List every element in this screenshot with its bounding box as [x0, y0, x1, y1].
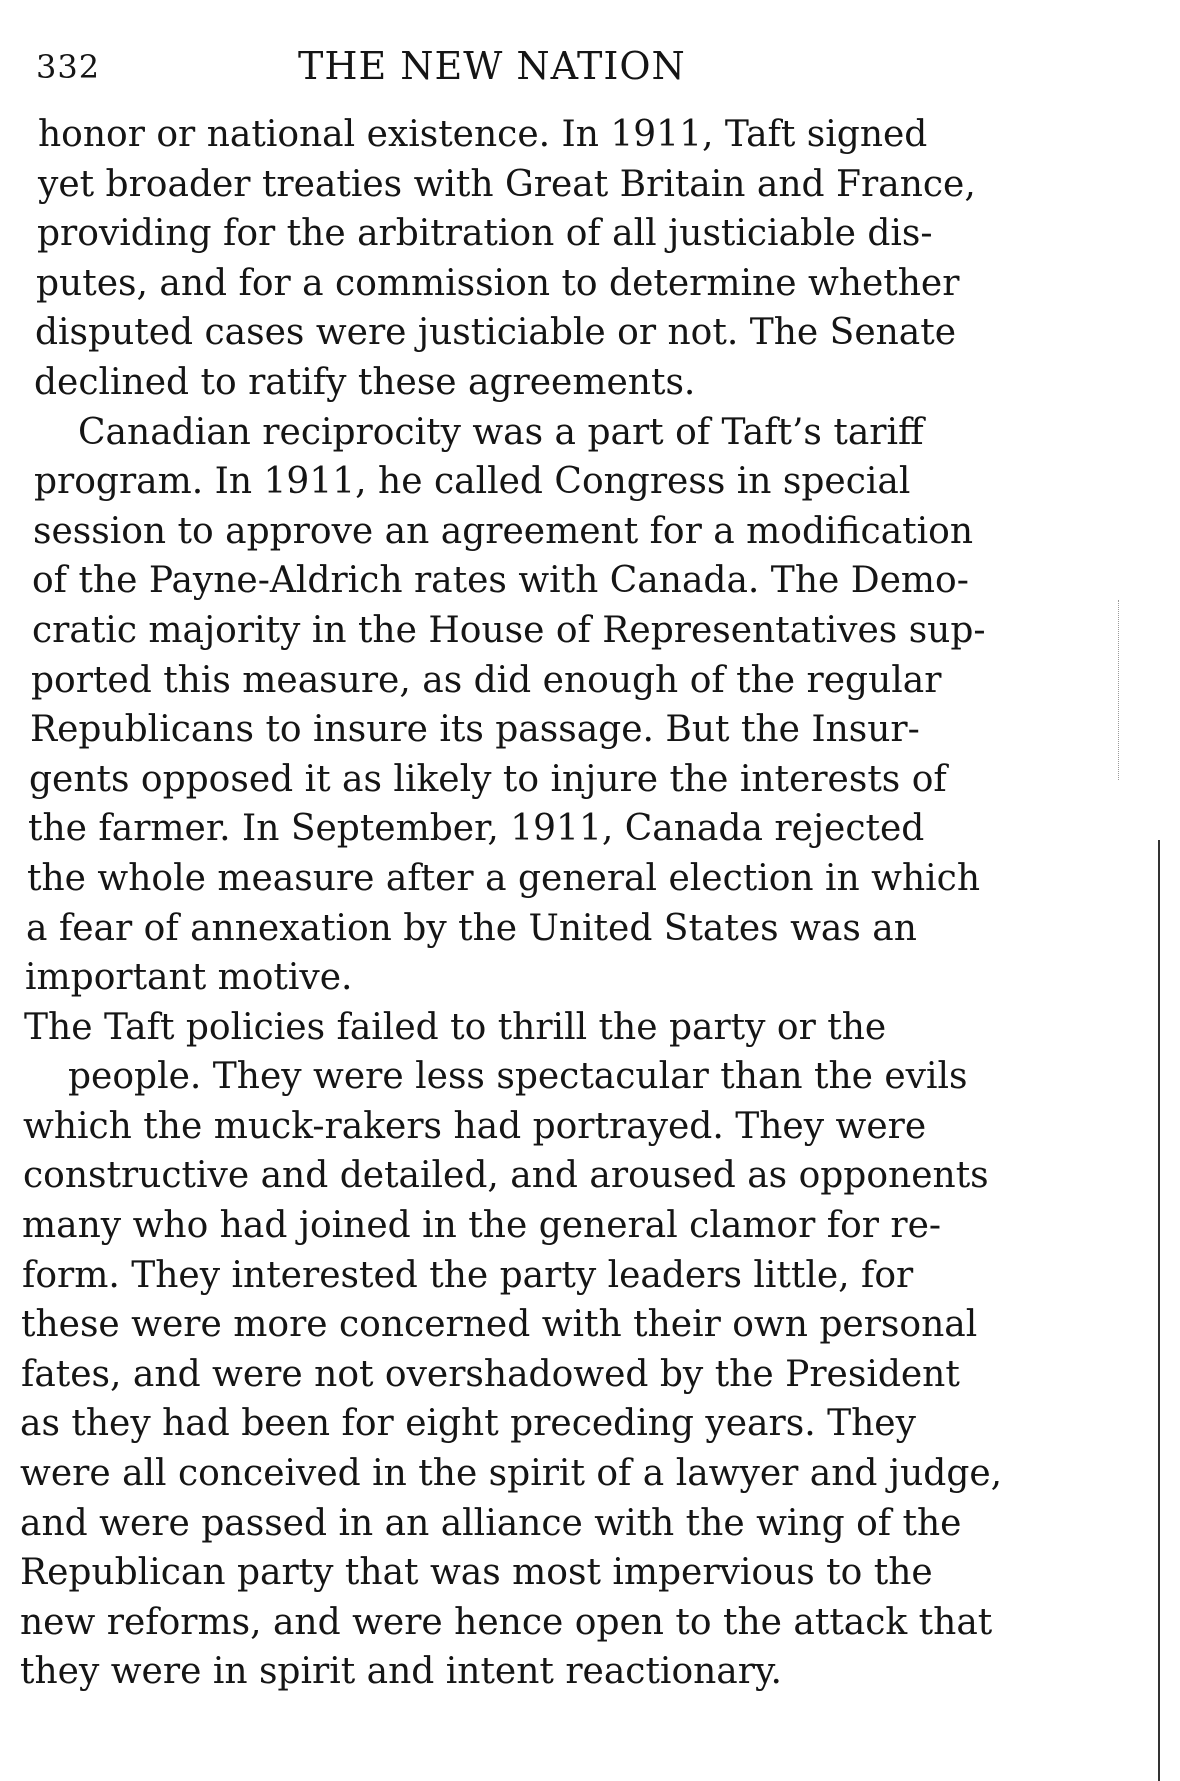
text-line: program. In 1911, he called Congress in special	[34, 461, 911, 503]
text-line: putes, and for a commission to determine whether	[36, 262, 960, 304]
text-line: honor or national existence. In 1911, Taft signed	[38, 114, 928, 155]
text-line: form. They interested the party leaders little, for	[22, 1254, 914, 1296]
text-line: the whole measure after a general election in which	[27, 857, 981, 899]
text-line: new reforms, and were hence open to the attack that	[20, 1601, 993, 1643]
text-line: declined to ratify these agreements.	[34, 361, 696, 403]
text-line: which the muck-rakers had portrayed. They were	[23, 1105, 927, 1147]
text-line: yet broader treaties with Great Britain and France,	[38, 163, 976, 205]
scan-binding-line	[1158, 840, 1160, 1781]
scan-binding-dots	[1118, 600, 1120, 780]
text-line: gents opposed it as likely to injure the interests of	[29, 758, 947, 800]
text-line: providing for the arbitration of all justiciable dis-	[37, 213, 933, 255]
text-line: Republican party that was most impervious to the	[20, 1552, 933, 1594]
text-line: session to approve an agreement for a modification	[33, 510, 974, 552]
text-line: a fear of annexation by the United States was an	[26, 907, 917, 949]
running-head: THE NEW NATION	[298, 44, 686, 88]
text-line: disputed cases were justiciable or not. The Senate	[35, 312, 957, 354]
text-line: constructive and detailed, and aroused as opponents	[23, 1155, 989, 1197]
text-line: ported this measure, as did enough of the regular	[31, 659, 942, 701]
text-line: these were more concerned with their own personal	[21, 1304, 978, 1346]
paragraph-start-line: Canadian reciprocity was a part of Taft’s tariff	[78, 411, 924, 453]
text-line: of the Payne-Aldrich rates with Canada. The Demo-	[32, 560, 969, 602]
text-line: fates, and were not overshadowed by the President	[21, 1353, 960, 1395]
text-line: the farmer. In September, 1911, Canada rejected	[28, 808, 925, 850]
page-header	[36, 44, 756, 94]
text-line: cratic majority in the House of Representatives sup-	[32, 609, 986, 651]
text-line: people. They were less spectacular than the evils	[68, 1056, 968, 1098]
body-text	[20, 110, 1003, 1697]
text-line: as they had been for eight preceding years. They	[20, 1403, 916, 1445]
text-line: Republicans to insure its passage. But the Insur-	[30, 709, 920, 751]
text-line: were all conceived in the spirit of a lawyer and judge,	[20, 1453, 1003, 1495]
text-line: many who had joined in the general clamor for re-	[22, 1205, 942, 1247]
text-line: important motive.	[25, 957, 353, 999]
text-line: they were in spirit and intent reactionary.	[20, 1651, 782, 1693]
page-number: 332	[36, 48, 101, 86]
text-line: and were passed in an alliance with the wing of the	[20, 1502, 962, 1544]
paragraph-start-line: The Taft policies failed to thrill the party or the	[24, 1006, 887, 1048]
